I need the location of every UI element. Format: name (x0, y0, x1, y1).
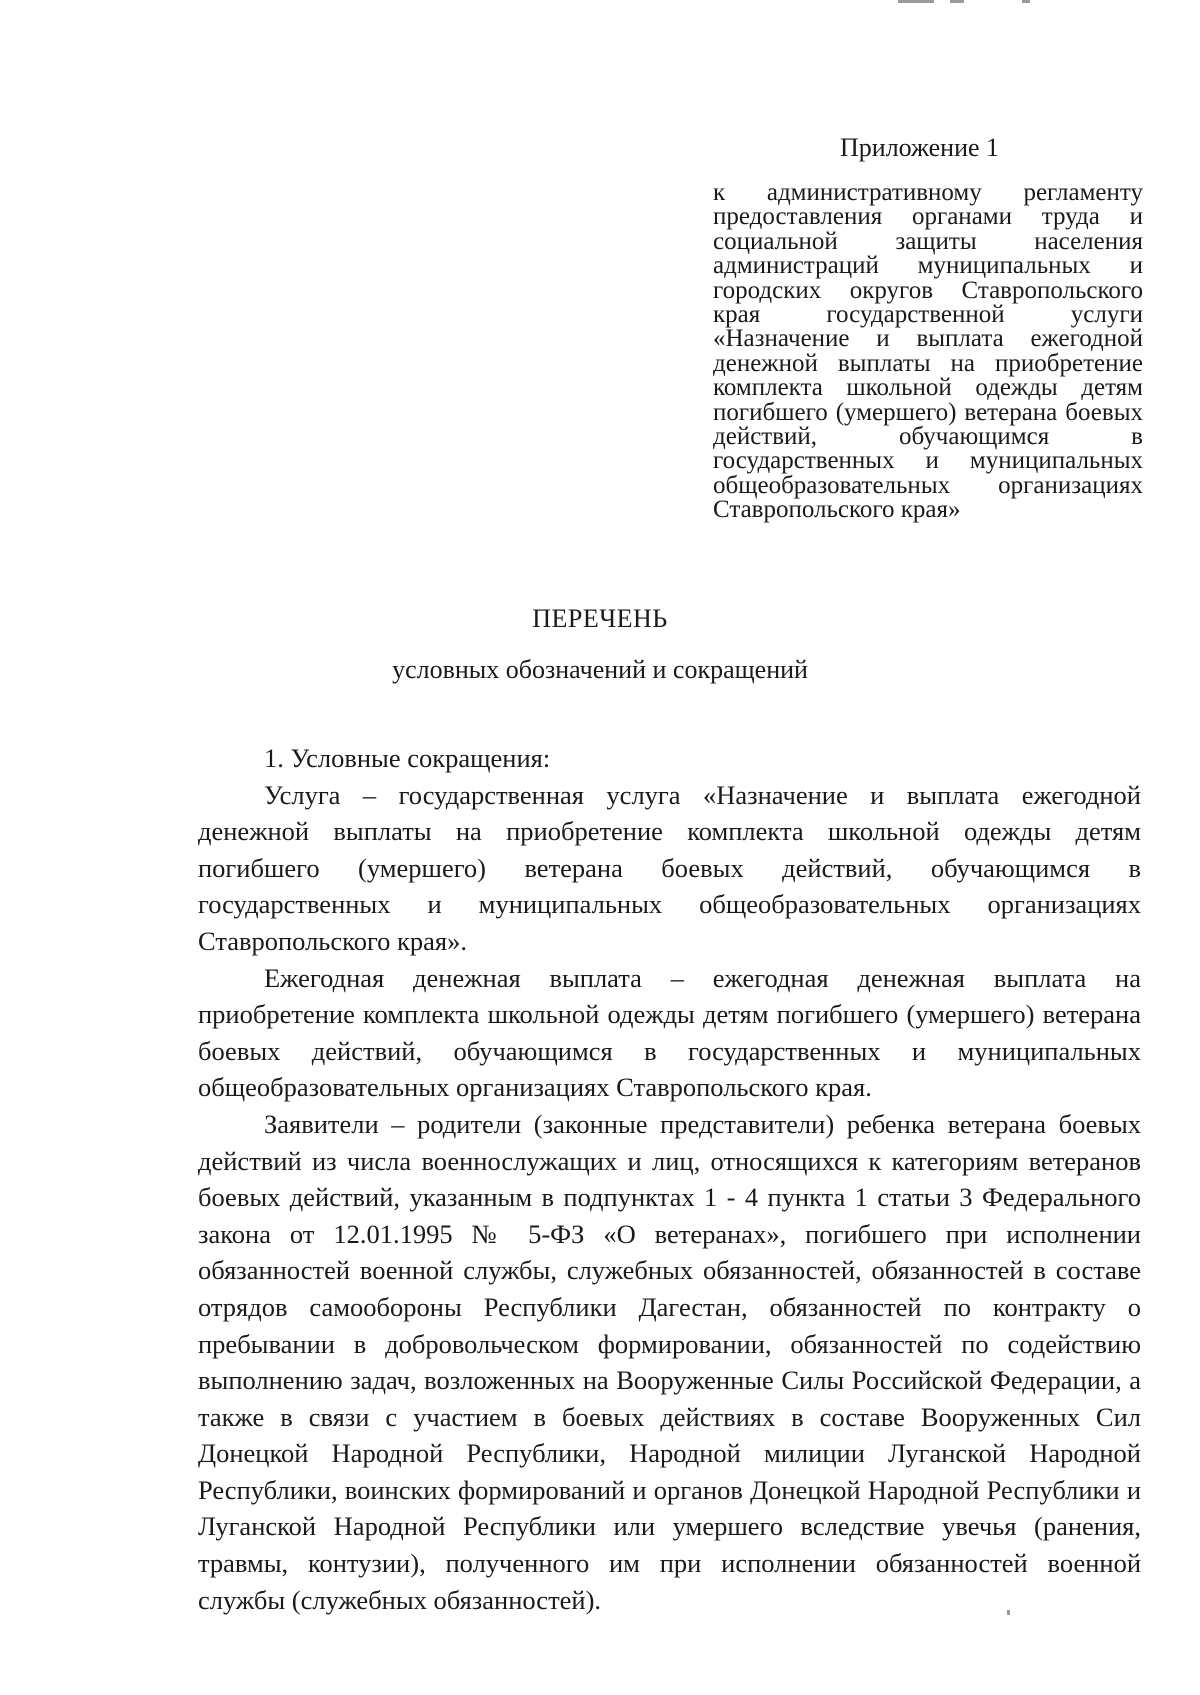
appendix-reference: к административному регламенту предоставления органами труда и социальной защиты населения администраций муниципальных и городских округов Ставропольского края государственной услуги «Назначение и выплата ежегодной денежной выплаты на приобретение комплекта школьной одежды детям погибшего (умершего) ветерана боевых действий, обучающимся в государственных и муниципальных общеобразовательных организациях Ставропольского края» (713, 179, 1143, 524)
appendix-label: Приложение 1 (840, 133, 1000, 162)
document-title: ПЕРЕЧЕНЬ (532, 604, 668, 633)
scan-mark (1022, 0, 1030, 3)
paragraph-applicants: Заявители – родители (законные представители) ребенка ветерана боевых действий из числа военнослужащих и лиц, относящихся к категориям ветеранов боевых действий, указанным в подпунктах 1 - 4 пункта 1 статьи 3 Федерального закона от 12.01.1995 № 5-ФЗ «О ветеранах», погибшего при исполнении обязанностей военной службы, служебных обязанностей, обязанностей в составе отрядов самообороны Республики Дагестан, обязанностей по контракту о пребывании в добровольческом формировании, обязанностей по содействию выполнению задач, возложенных на Вооруженные Силы Российской Федерации, а также в связи с участием в боевых действиях в составе Вооруженных Сил Донецкой Народной Республики, Народной милиции Луганской Народной Республики, воинских формирований и органов Донецкой Народной Республики и Луганской Народной Республики или умершего вследствие увечья (ранения, травмы, контузии), полученного им при исполнении обязанностей военной службы (служебных обязанностей). (198, 1108, 1141, 1615)
document-body (198, 740, 1141, 1618)
scan-mark (950, 0, 964, 3)
document-subtitle: условных обозначений и сокращений (392, 655, 808, 684)
paragraph-service: Услуга – государственная услуга «Назначение и выплата ежегодной денежной выплаты на приобретение комплекта школьной одежды детям погибшего (умершего) ветерана боевых действий, обучающимся в государственных и муниципальных общеобразовательных организациях Ставропольского края». (198, 779, 1141, 956)
paragraph-annual-payment: Ежегодная денежная выплата – ежегодная денежная выплата на приобретение комплекта школьной одежды детям погибшего (умершего) ветерана боевых действий, обучающимся в государственных и муниципальных общеобразовательных организациях Ставропольского края. (198, 962, 1141, 1103)
section-heading: 1. Условные сокращения: (264, 743, 551, 773)
scan-mark (898, 0, 934, 3)
